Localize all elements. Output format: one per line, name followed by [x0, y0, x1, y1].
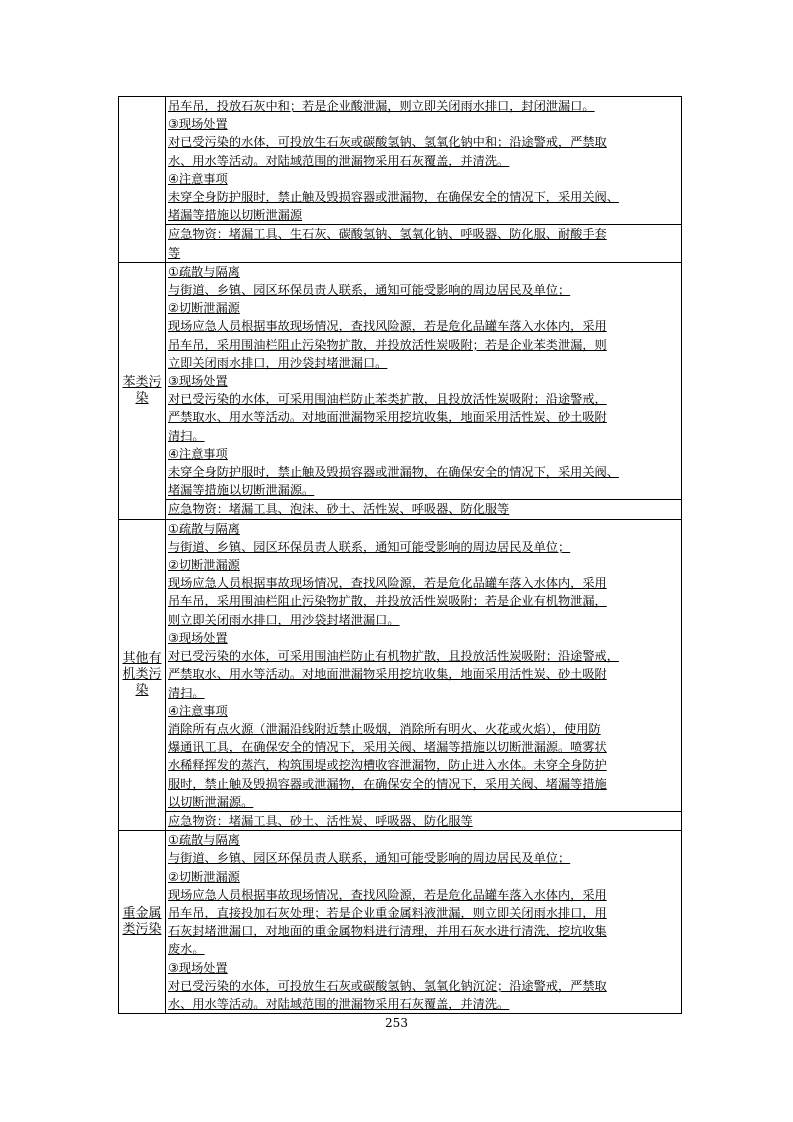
- category-cell: [119, 519, 166, 830]
- category-cell: [119, 262, 166, 519]
- text-line: 应急物资：堵漏工具、生石灰、碳酸氢钠、氢氧化钠、呼吸器、防化服、耐酸手套: [168, 227, 607, 242]
- text-line: 应急物资：堵漏工具、砂土、活性炭、呼吸器、防化服等: [168, 813, 473, 828]
- procedure-section: [166, 263, 681, 501]
- table-row: [119, 519, 682, 830]
- category-label: 重金属类污染: [122, 906, 162, 938]
- text-line: ④注意事项: [168, 171, 228, 186]
- table-body: [119, 97, 682, 1014]
- table-row: [119, 97, 682, 263]
- table-row: [119, 262, 682, 519]
- text-line: 严禁取水、用水等活动。对地面泄漏物采用挖坑收集，地面采用活性炭、砂土吸附: [168, 410, 607, 425]
- text-line: 堵漏等措施以切断泄漏源: [168, 208, 303, 223]
- text-line: 则立即关闭雨水排口，用沙袋封堵泄漏口。: [168, 612, 400, 627]
- text-line: 吊车吊，采用围油栏阻止污染物扩散，并投放活性炭吸附；若是企业苯类泄漏，则: [168, 337, 607, 352]
- text-line: 对已受污染的水体，可采用围油栏防止苯类扩散，且投放活性炭吸附；沿途警戒，: [168, 392, 607, 407]
- text-line: 堵漏等措施以切断泄漏源。: [168, 483, 315, 498]
- text-line: 与街道、乡镇、园区环保员责人联系，通知可能受影响的周边居民及单位；: [168, 851, 571, 866]
- supplies-section: [166, 225, 681, 261]
- text-line: 未穿全身防护服时，禁止触及毁损容器或泄漏物，在确保安全的情况下，采用关阀、: [168, 465, 619, 480]
- text-line: ①疏散与隔离: [168, 264, 240, 279]
- text-line: 水、用水等活动。对陆域范围的泄漏物采用石灰覆盖，并清洗。: [168, 996, 510, 1011]
- text-line: 严禁取水、用水等活动。对地面泄漏物采用挖坑收集，地面采用活性炭、砂土吸附: [168, 667, 607, 682]
- procedure-section: [166, 97, 681, 225]
- category-label: 其他有机类污染: [122, 650, 162, 698]
- text-line: 未穿全身防护服时，禁止触及毁损容器或泄漏物，在确保安全的情况下，采用关阀、: [168, 190, 619, 205]
- text-line: 以切断泄漏源。: [168, 794, 254, 809]
- text-line: ②切断泄漏源: [168, 301, 240, 316]
- text-line: ②切断泄漏源: [168, 869, 240, 884]
- category-cell: [119, 97, 166, 263]
- content-cell: [166, 262, 682, 519]
- emergency-response-table: [118, 96, 682, 1014]
- text-line: 吊车吊，直接投加石灰处理；若是企业重金属料液泄漏，则立即关闭雨水排口，用: [168, 905, 607, 920]
- supplies-section: [166, 812, 681, 830]
- text-line: 现场应急人员根据事故现场情况，查找风险源，若是危化品罐车落入水体内，采用: [168, 887, 607, 902]
- text-line: 清扫。: [168, 685, 205, 700]
- text-line: ③现场处置: [168, 960, 228, 975]
- text-line: 水稀释挥发的蒸汽，构筑围堤或挖沟槽收容泄漏物，防止进入水体。未穿全身防护: [168, 758, 607, 773]
- text-line: 等: [168, 245, 181, 260]
- supplies-section: [166, 500, 681, 518]
- table-row: [119, 831, 682, 1014]
- text-line: 爆通讯工具，在确保安全的情况下，采用关阀、堵漏等措施以切断泄漏源。喷雾状: [168, 740, 607, 755]
- text-line: 对已受污染的水体，可采用围油栏防止有机物扩散，且投放活性炭吸附；沿途警戒，: [168, 649, 619, 664]
- text-line: 石灰封堵泄漏口，对地面的重金属物料进行清理，并用石灰水进行清洗，挖坑收集: [168, 924, 607, 939]
- procedure-section: [166, 520, 681, 812]
- text-line: ①疏散与隔离: [168, 521, 240, 536]
- text-line: 应急物资：堵漏工具、泡沫、砂土、活性炭、呼吸器、防化服等: [168, 502, 510, 517]
- text-line: 现场应急人员根据事故现场情况，查找风险源，若是危化品罐车落入水体内，采用: [168, 576, 607, 591]
- page-number: 253: [385, 1016, 408, 1030]
- text-line: 与街道、乡镇、园区环保员责人联系，通知可能受影响的周边居民及单位；: [168, 539, 571, 554]
- text-line: 清扫。: [168, 428, 205, 443]
- category-cell: [119, 831, 166, 1014]
- text-line: ④注意事项: [168, 446, 228, 461]
- text-line: 消除所有点火源（泄漏沿线附近禁止吸烟，消除所有明火、火花或火焰），使用防: [168, 721, 601, 736]
- text-line: 现场应急人员根据事故现场情况，查找风险源，若是危化品罐车落入水体内，采用: [168, 319, 607, 334]
- content-cell: [166, 519, 682, 830]
- content-cell: [166, 97, 682, 263]
- text-line: ②切断泄漏源: [168, 558, 240, 573]
- text-line: 吊车吊，投放石灰中和；若是企业酸泄漏，则立即关闭雨水排口，封闭泄漏口。: [168, 99, 595, 113]
- procedure-section: [166, 831, 681, 1013]
- text-line: ①疏散与隔离: [168, 833, 240, 848]
- content-cell: [166, 831, 682, 1014]
- text-line: 与街道、乡镇、园区环保员责人联系，通知可能受影响的周边居民及单位；: [168, 283, 571, 298]
- text-line: 服时，禁止触及毁损容器或泄漏物，在确保安全的情况下，采用关阀、堵漏等措施: [168, 776, 607, 791]
- text-line: ③现场处置: [168, 117, 228, 132]
- text-line: 吊车吊，采用围油栏阻止污染物扩散，并投放活性炭吸附；若是企业有机物泄漏，: [168, 594, 607, 609]
- text-line: 对已受污染的水体，可投放生石灰或碳酸氢钠、氢氧化钠中和；沿途警戒，严禁取: [168, 135, 607, 150]
- text-line: 废水。: [168, 942, 205, 957]
- text-line: ③现场处置: [168, 374, 228, 389]
- text-line: 水、用水等活动。对陆域范围的泄漏物采用石灰覆盖，并清洗。: [168, 153, 510, 168]
- category-label: 苯类污染: [122, 374, 162, 406]
- text-line: ③现场处置: [168, 630, 228, 645]
- text-line: 对已受污染的水体，可投放生石灰或碳酸氢钠、氢氧化钠沉淀；沿途警戒，严禁取: [168, 978, 607, 993]
- text-line: 立即关闭雨水排口，用沙袋封堵泄漏口。: [168, 355, 388, 370]
- text-line: ④注意事项: [168, 703, 228, 718]
